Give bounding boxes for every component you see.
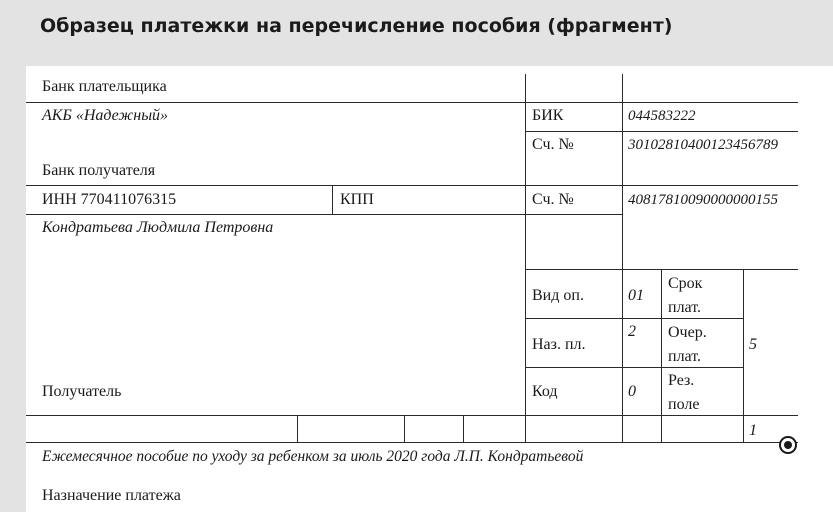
extra-value: 1 [749, 422, 757, 439]
purpose-text: Ежемесячное пособие по уходу за ребенком за июль 2020 года Л.П. Кондратьевой [42, 448, 584, 465]
line-v-kpp [332, 185, 333, 214]
vid-op-label: Вид оп. [532, 287, 584, 304]
line-v-cell-3 [463, 415, 464, 442]
line-recipient [26, 415, 798, 416]
account-value: 40817810090000000155 [628, 192, 778, 208]
recipient-bank-label: Банк получателя [42, 162, 156, 179]
line-v-codes-b [743, 269, 744, 442]
ocher-label-1: Очер. [668, 324, 707, 341]
naz-pl-label: Наз. пл. [532, 336, 586, 353]
srok-label-2: плат. [668, 299, 702, 316]
line-v-main [525, 74, 526, 442]
line-v-cell-2 [404, 415, 405, 442]
line-inn [26, 214, 525, 215]
purpose-label: Назначение платежа [42, 487, 181, 504]
kpp-label: КПП [340, 191, 374, 208]
line-codes-1 [525, 318, 743, 319]
line-small-cells [26, 442, 798, 443]
rez-label-1: Рез. [668, 372, 695, 389]
srok-label-1: Срок [668, 275, 703, 292]
inn-value: ИНН 770411076315 [42, 191, 177, 208]
payer-bank-label: Банк плательщика [42, 78, 167, 95]
ocher-label-2: плат. [668, 348, 702, 365]
line-v-codes-a [661, 269, 662, 442]
line-v-cell-1 [297, 415, 298, 442]
radio-button[interactable] [779, 436, 797, 454]
recipient-label: Получатель [42, 383, 122, 400]
payment-order-form [26, 66, 833, 512]
line-codes-2 [525, 367, 743, 368]
line-account [525, 214, 622, 215]
naz-pl-value: 2 [628, 323, 636, 340]
payer-bank-name: АКБ «Надежный» [42, 107, 169, 124]
bik-label: БИК [532, 107, 564, 124]
rez-label-2: поле [668, 396, 700, 413]
ocher-value: 5 [749, 336, 757, 353]
vid-op-value: 01 [628, 287, 644, 304]
corr-account-label: Сч. № [532, 136, 574, 153]
kod-label: Код [532, 383, 558, 400]
line-top [26, 102, 798, 103]
corr-account-value: 30102810400123456789 [628, 137, 778, 153]
kod-value: 0 [628, 383, 636, 400]
line-bik [525, 131, 798, 132]
recipient-name: Кондратьева Людмила Петровна [42, 219, 274, 236]
line-v-value [622, 74, 623, 442]
page-title: Образец платежки на перечисление пособия (фрагмент) [40, 15, 673, 37]
bik-value: 044583222 [628, 108, 696, 124]
account-label: Сч. № [532, 191, 574, 208]
line-recipient-bank [26, 185, 798, 186]
